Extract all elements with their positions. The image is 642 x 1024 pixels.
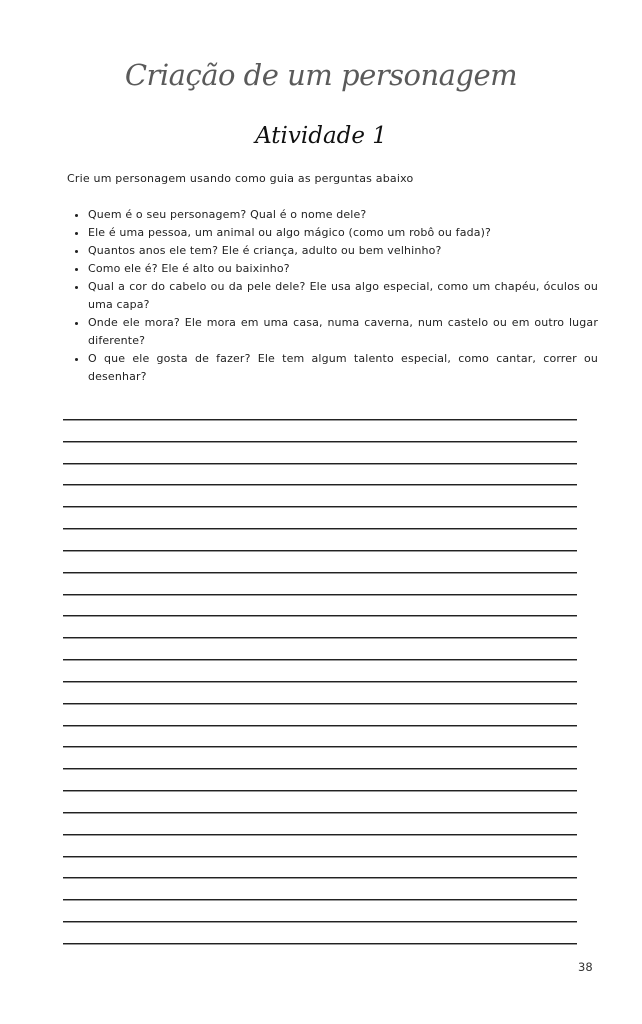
question-item: • Onde ele mora? Ele mora em uma casa, numa caverna, num castelo ou em outro lugar diferente? [88, 314, 598, 350]
writing-line [63, 877, 577, 879]
writing-line [63, 419, 577, 421]
instructions-text: Crie um personagem usando como guia as perguntas abaixo [67, 172, 414, 185]
activity-subtitle: Atividade 1 [255, 123, 387, 149]
writing-line [63, 834, 577, 836]
writing-lines-area[interactable] [63, 419, 577, 965]
writing-line [63, 637, 577, 639]
writing-line [63, 943, 577, 945]
writing-line [63, 812, 577, 814]
question-item: • O que ele gosta de fazer? Ele tem algum talento especial, como cantar, correr ou desenhar? [88, 350, 598, 386]
writing-line [63, 856, 577, 858]
page-title: Criação de um personagem [124, 58, 518, 92]
question-item: • Quantos anos ele tem? Ele é criança, adulto ou bem velhinho? [88, 242, 598, 260]
page-number: 38 [578, 960, 593, 974]
question-item: • Ele é uma pessoa, um animal ou algo mágico (como um robô ou fada)? [88, 224, 598, 242]
writing-line [63, 615, 577, 617]
writing-line [63, 594, 577, 596]
writing-line [63, 790, 577, 792]
writing-line [63, 441, 577, 443]
question-item: • Como ele é? Ele é alto ou baixinho? [88, 260, 598, 278]
writing-line [63, 768, 577, 770]
writing-line [63, 572, 577, 574]
writing-line [63, 550, 577, 552]
writing-line [63, 484, 577, 486]
writing-line [63, 463, 577, 465]
writing-line [63, 506, 577, 508]
writing-line [63, 725, 577, 727]
writing-line [63, 746, 577, 748]
writing-line [63, 899, 577, 901]
question-item: • Qual a cor do cabelo ou da pele dele? Ele usa algo especial, como um chapéu, óculos ou uma capa? [88, 278, 598, 314]
writing-line [63, 703, 577, 705]
writing-line [63, 681, 577, 683]
question-list [70, 206, 598, 386]
question-item: • Quem é o seu personagem? Qual é o nome dele? [88, 206, 598, 224]
writing-line [63, 528, 577, 530]
writing-line [63, 921, 577, 923]
writing-line [63, 659, 577, 661]
